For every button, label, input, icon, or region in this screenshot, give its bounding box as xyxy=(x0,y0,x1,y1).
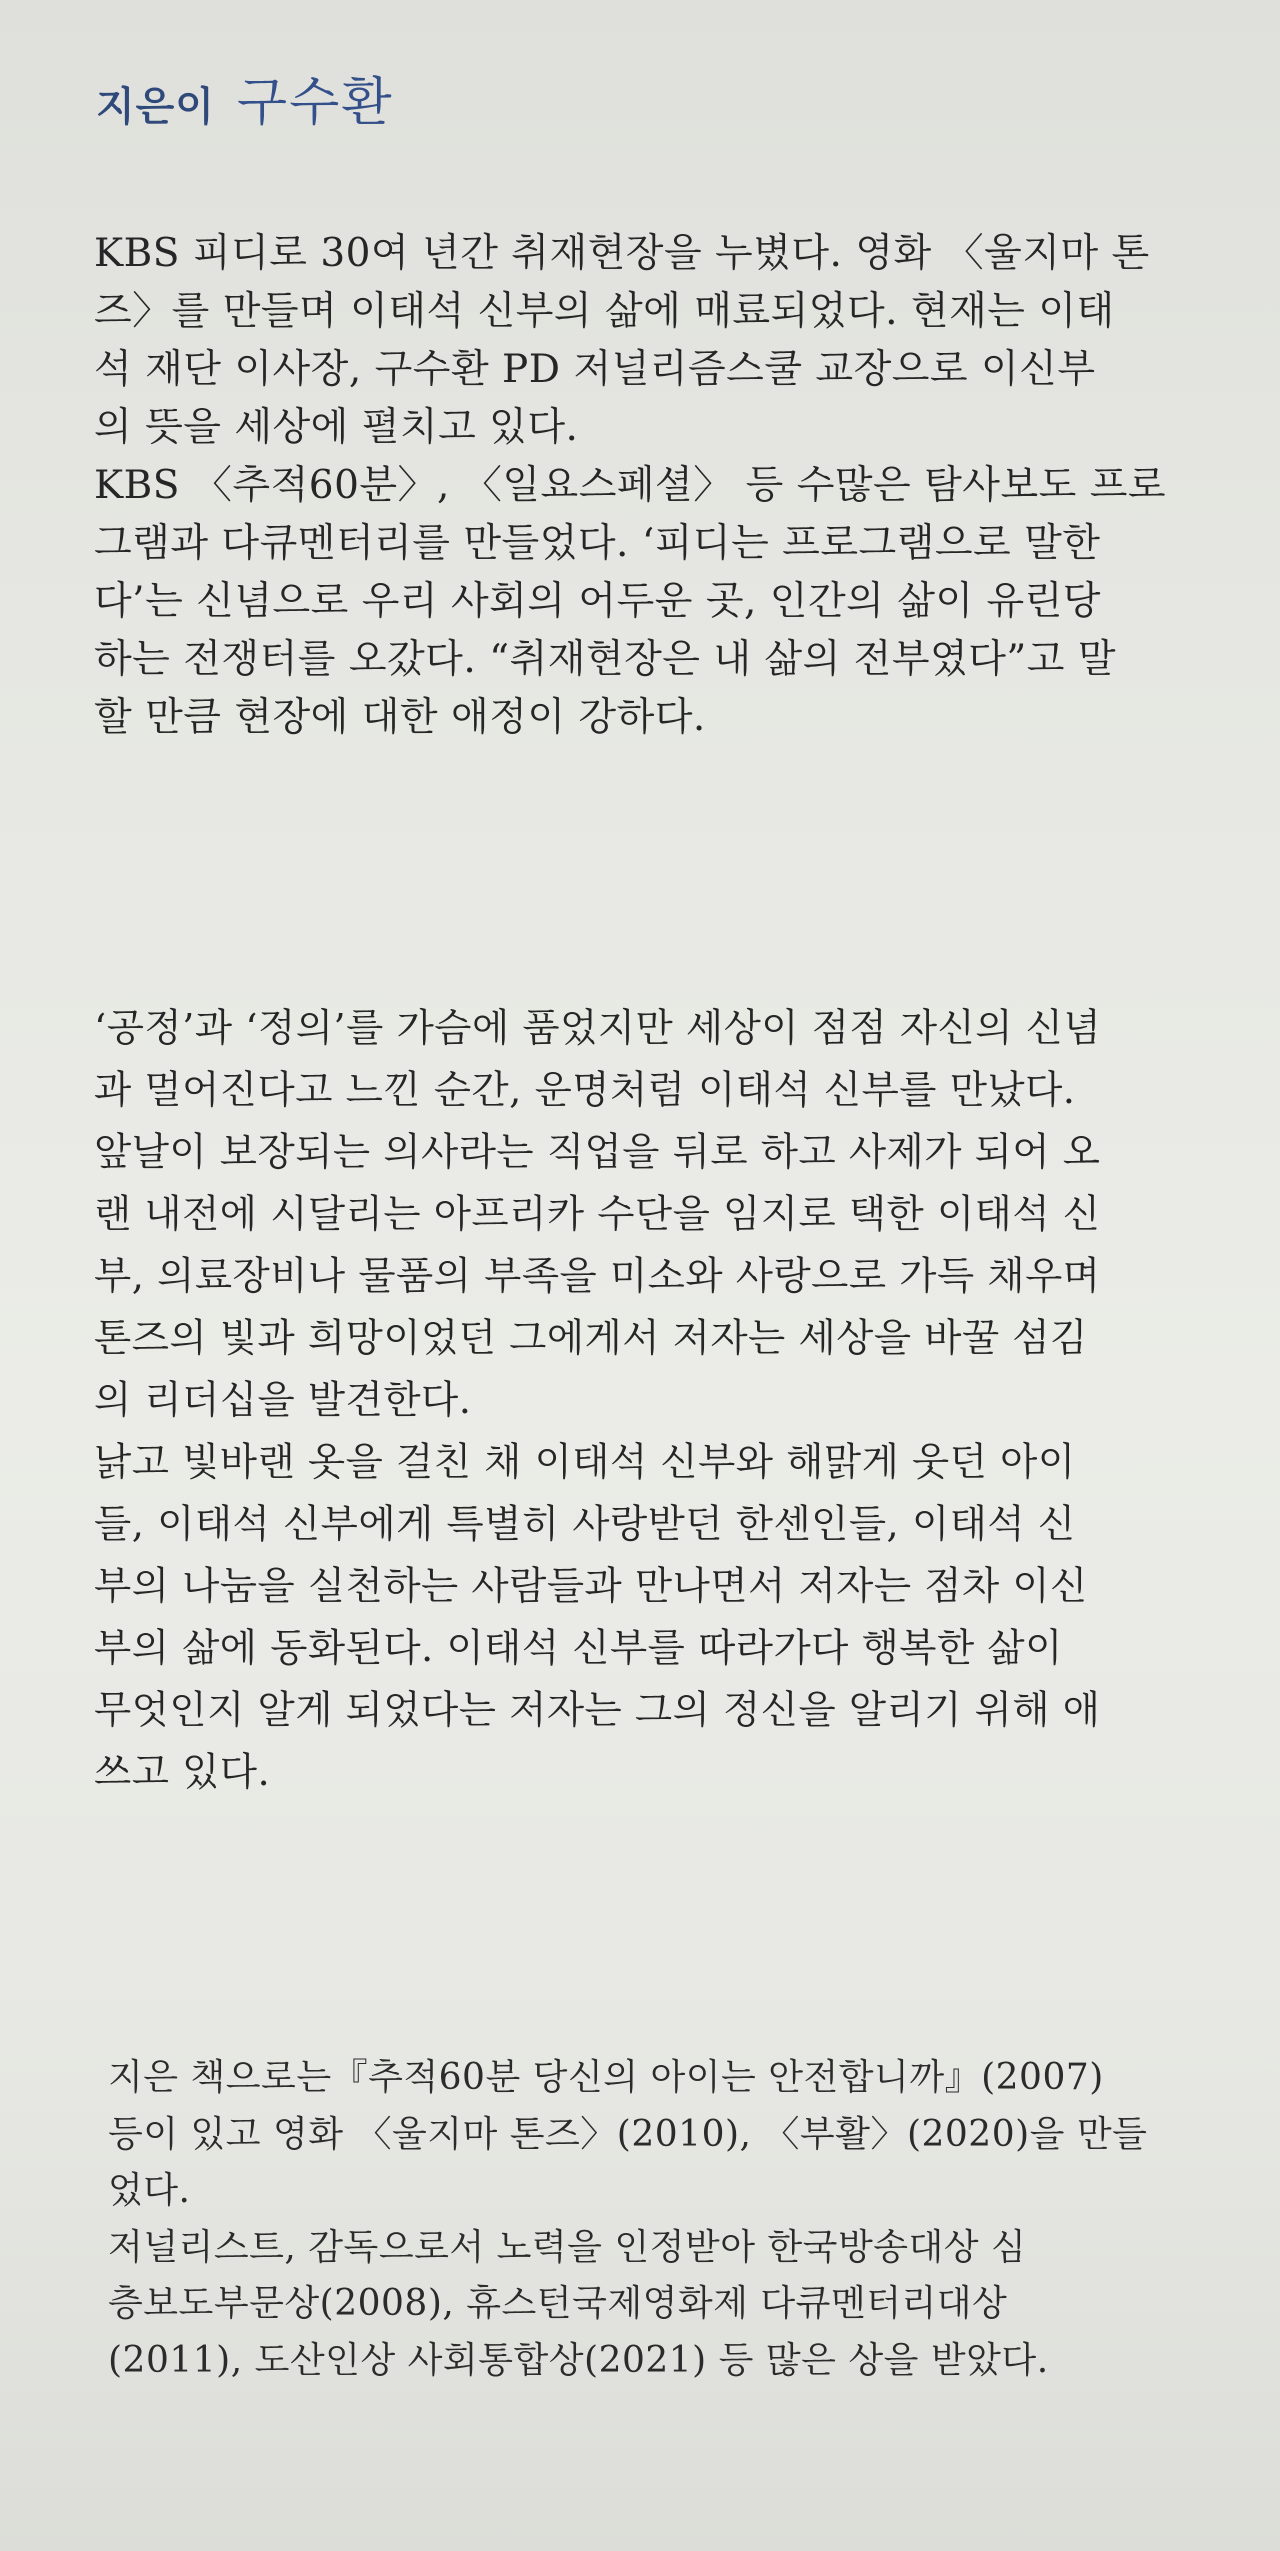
text-line: 톤즈의 빛과 희망이었던 그에게서 저자는 세상을 바꿀 섬김 xyxy=(94,1316,1088,1361)
text-line: 다’는 신념으로 우리 사회의 어두운 곳, 인간의 삶이 유린당 xyxy=(94,579,1101,624)
text-line: 지은 책으로는『추적60분 당신의 아이는 안전합니까』(2007) xyxy=(108,2057,1104,2098)
text-line: 랜 내전에 시달리는 아프리카 수단을 임지로 택한 이태석 신 xyxy=(94,1192,1101,1237)
text-line: (2011), 도산인상 사회통합상(2021) 등 많은 상을 받았다. xyxy=(108,2339,1049,2381)
text-line: 부, 의료장비나 물품의 부족을 미소와 사랑으로 가득 채우며 xyxy=(94,1254,1101,1299)
text-line: KBS 피디로 30여 년간 취재현장을 누볐다. 영화 〈울지마 톤 xyxy=(94,231,1150,276)
text-line: 저널리스트, 감독으로서 노력을 인정받아 한국방송대상 심 xyxy=(108,2226,1027,2268)
bio-career-paragraph xyxy=(94,225,1174,747)
text-line: 쓰고 있다. xyxy=(94,1750,271,1795)
text-line: 들, 이태석 신부에게 특별히 사랑받던 한센인들, 이태석 신 xyxy=(94,1502,1076,1547)
text-line: 낡고 빛바랜 옷을 걸친 채 이태석 신부와 해맑게 웃던 아이 xyxy=(94,1440,1076,1485)
text-line: 의 뜻을 세상에 펼치고 있다. xyxy=(94,405,579,450)
text-line: 의 리더십을 발견한다. xyxy=(94,1378,472,1423)
text-line: 부의 나눔을 실천하는 사람들과 만나면서 저자는 점차 이신 xyxy=(94,1564,1088,1609)
text-line: 무엇인지 알게 되었다는 저자는 그의 정신을 알리기 위해 애 xyxy=(94,1688,1101,1733)
text-line: 하는 전쟁터를 오갔다. “취재현장은 내 삶의 전부였다”고 말 xyxy=(94,637,1117,682)
text-line: 과 멀어진다고 느낀 순간, 운명처럼 이태석 신부를 만났다. xyxy=(94,1068,1076,1113)
text-line: 석 재단 이사장, 구수환 PD 저널리즘스쿨 교장으로 이신부 xyxy=(94,347,1096,392)
text-line: 었다. xyxy=(108,2170,191,2211)
text-line: 즈〉를 만들며 이태석 신부의 삶에 매료되었다. 현재는 이태 xyxy=(94,289,1115,334)
text-line: KBS 〈추적60분〉, 〈일요스페셜〉 등 수많은 탐사보도 프로 xyxy=(94,463,1167,508)
text-line: 층보도부문상(2008), 휴스턴국제영화제 다큐멘터리대상 xyxy=(108,2283,1008,2324)
bio-story-paragraph xyxy=(94,998,1174,1804)
text-line: 앞날이 보장되는 의사라는 직업을 뒤로 하고 사제가 되어 오 xyxy=(94,1130,1101,1175)
author-label: 지은이 xyxy=(96,84,215,130)
text-line: 그램과 다큐멘터리를 만들었다. ‘피디는 프로그램으로 말한 xyxy=(94,521,1101,566)
text-line: ‘공정’과 ‘정의’를 가슴에 품었지만 세상이 점점 자신의 신념 xyxy=(94,1006,1102,1051)
bio-works-paragraph xyxy=(108,2050,1188,2389)
author-name: 구수환 xyxy=(236,73,394,133)
text-line: 등이 있고 영화 〈울지마 톤즈〉(2010), 〈부활〉(2020)을 만들 xyxy=(108,2113,1148,2155)
text-line: 부의 삶에 동화된다. 이태석 신부를 따라가다 행복한 삶이 xyxy=(94,1626,1063,1671)
author-heading xyxy=(96,60,394,135)
text-line: 할 만큼 현장에 대한 애정이 강하다. xyxy=(94,695,706,740)
